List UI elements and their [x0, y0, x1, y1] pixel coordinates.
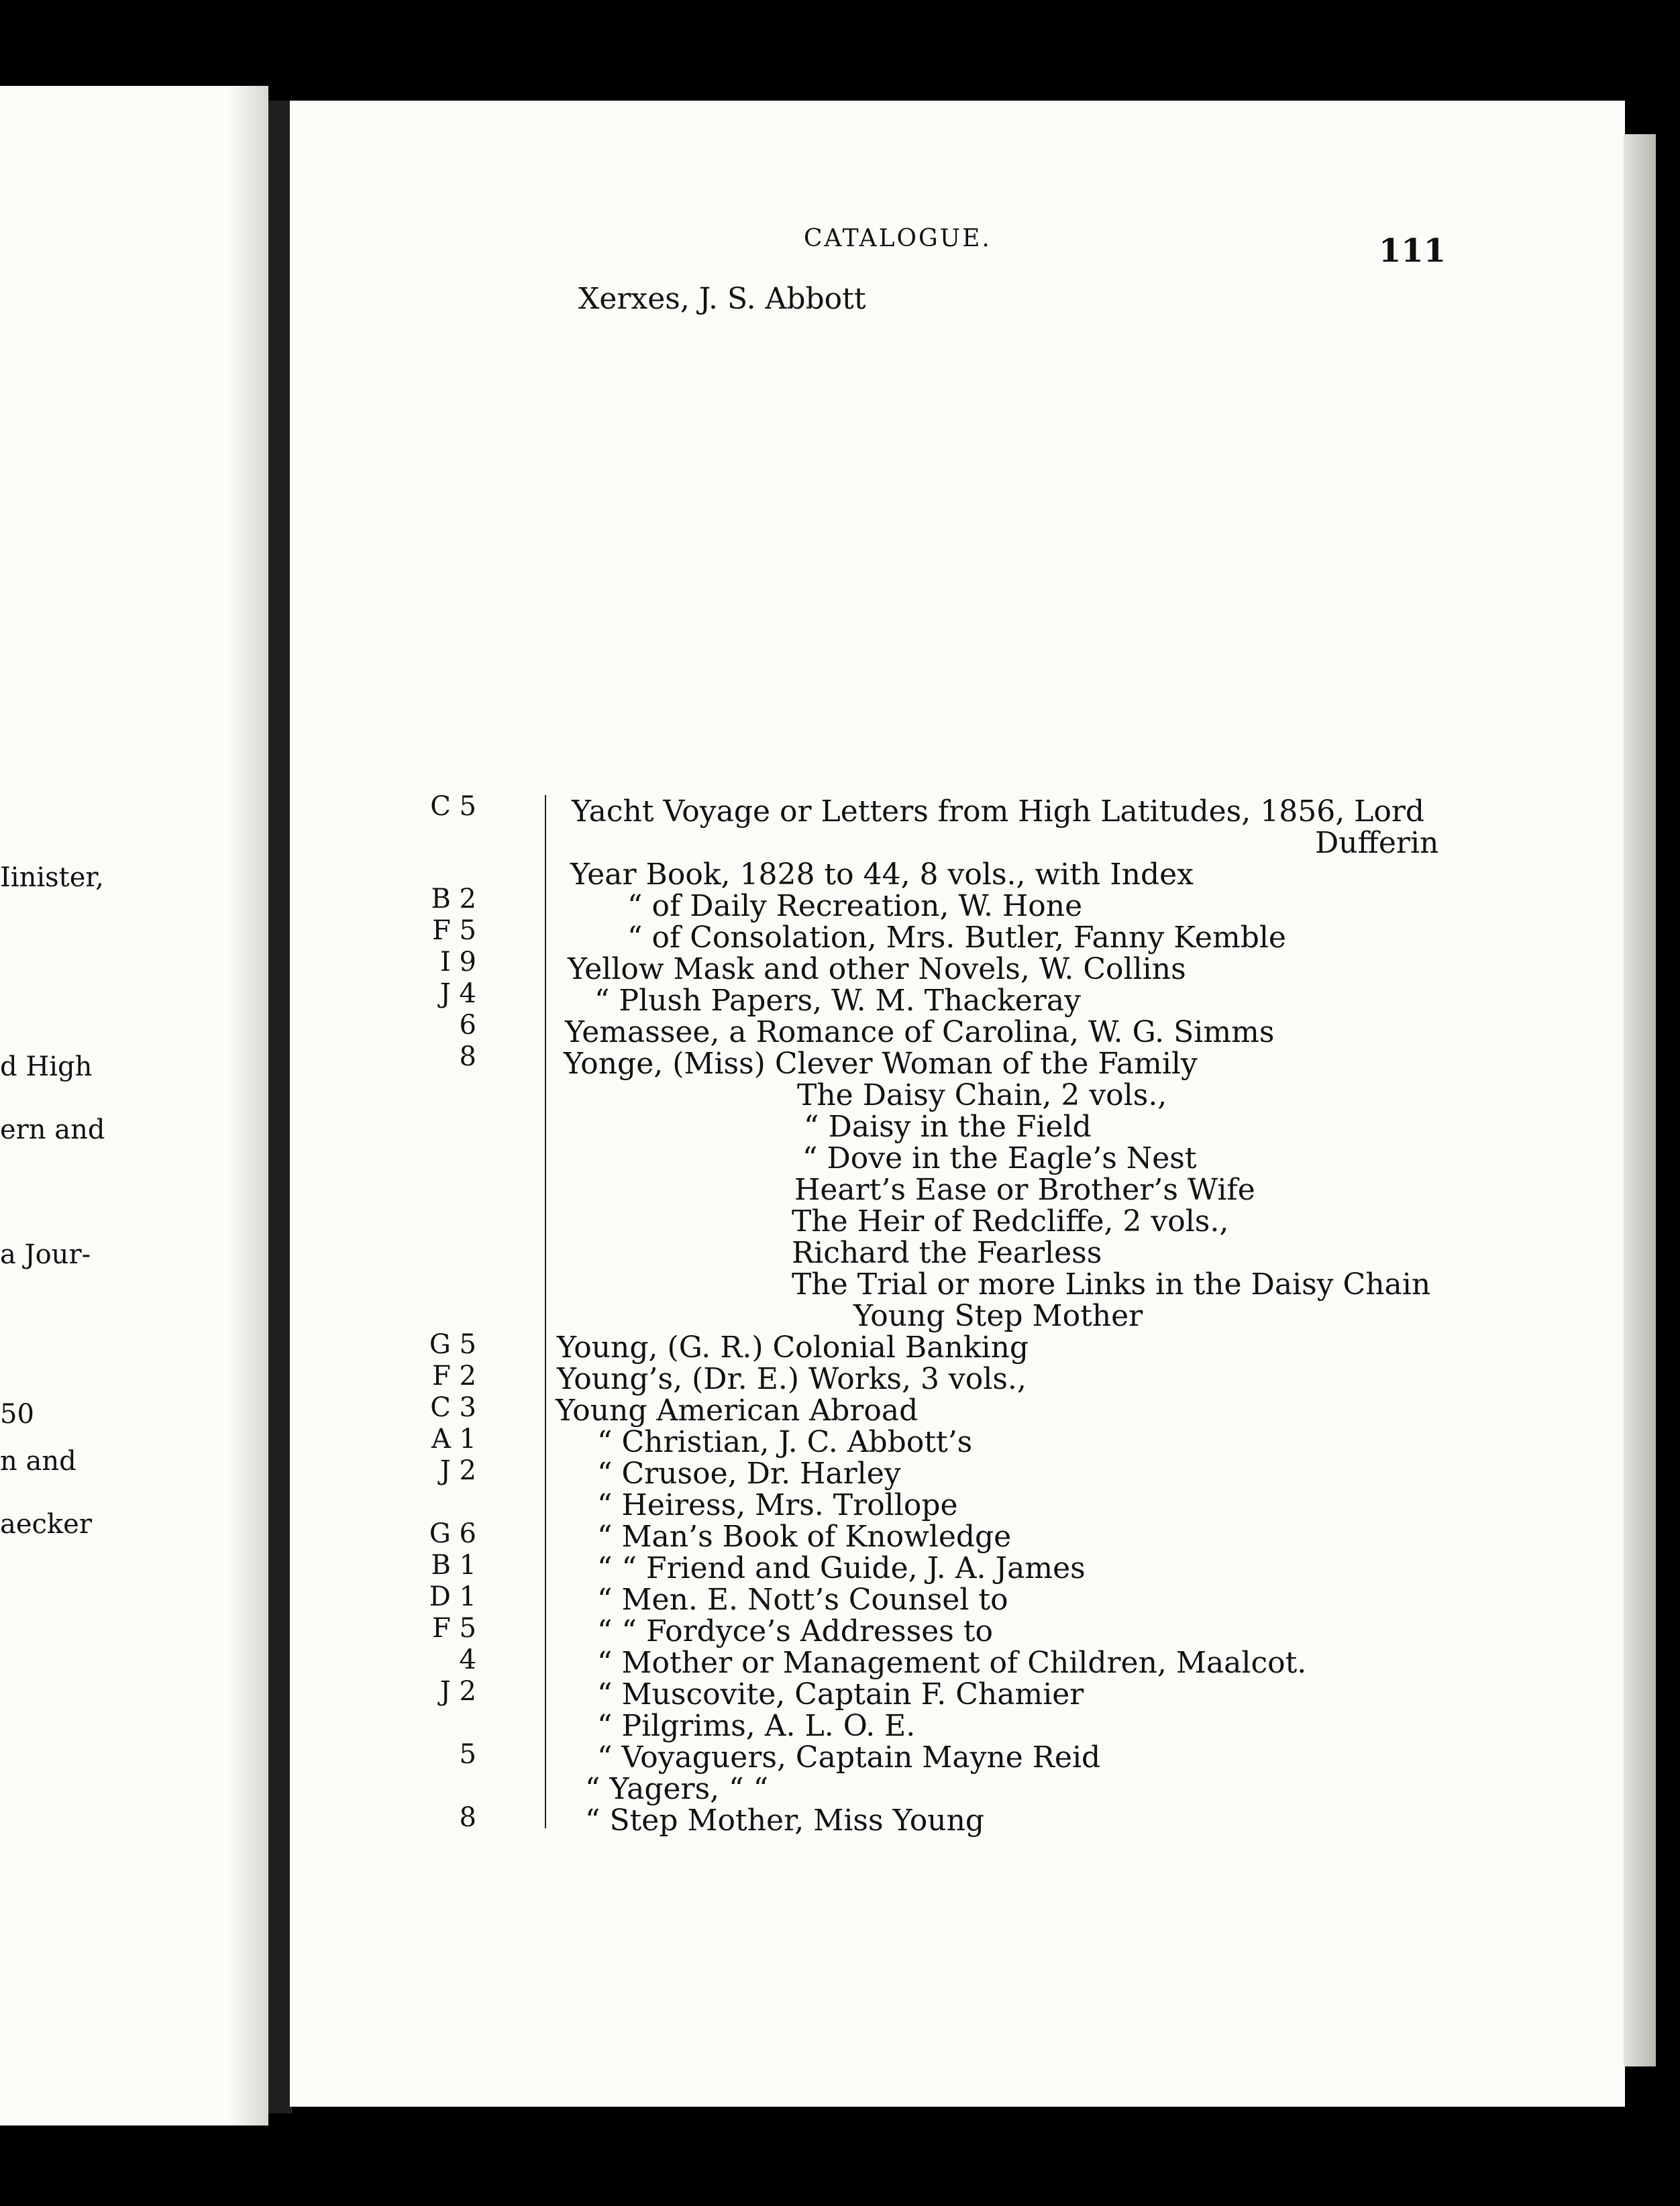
catalogue-entry: Year Book, 1828 to 44, 8 vols., with Index: [570, 857, 1194, 892]
shelf-mark: B 1: [431, 1550, 476, 1581]
catalogue-entry: “ Step Mother, Miss Young: [585, 1803, 985, 1838]
left-page-text-fragment: Iinister,: [0, 862, 104, 893]
shelf-mark: F 5: [432, 1613, 476, 1644]
left-page-text-fragment: 50: [0, 1399, 34, 1430]
shelf-mark: G 5: [429, 1329, 476, 1360]
catalogue-entry: Yonge, (Miss) Clever Woman of the Family: [564, 1047, 1198, 1081]
shelf-mark: F 2: [432, 1361, 476, 1391]
catalogue-entry: Young American Abroad: [556, 1394, 918, 1428]
catalogue-entry: “ Pilgrims, A. L. O. E.: [597, 1709, 916, 1743]
catalogue-entry: Young, (G. R.) Colonial Banking: [557, 1330, 1029, 1365]
catalogue-entry: “ Dove in the Eagle’s Nest: [802, 1141, 1197, 1175]
shelf-mark: J 4: [439, 978, 476, 1009]
catalogue-entry: The Trial or more Links in the Daisy Chain: [792, 1267, 1431, 1302]
shelf-mark: I 9: [440, 947, 476, 978]
catalogue-entry: “ Man’s Book of Knowledge: [597, 1520, 1012, 1554]
catalogue-entry: “ Yagers, “ “: [585, 1772, 769, 1806]
shelf-mark: F 5: [432, 915, 476, 946]
catalogue-entry: “ Heiress, Mrs. Trollope: [597, 1488, 958, 1522]
shelf-mark: J 2: [439, 1676, 476, 1707]
catalogue-entry: The Daisy Chain, 2 vols.,: [797, 1078, 1167, 1112]
shelf-mark-divider: [545, 795, 546, 1828]
shelf-mark: 4: [459, 1644, 476, 1675]
page-number: 111: [1379, 232, 1447, 270]
left-page-text-fragment: n and: [0, 1446, 76, 1477]
catalogue-entry: “ of Consolation, Mrs. Butler, Fanny Kemble: [627, 921, 1286, 955]
shelf-mark: 6: [459, 1010, 476, 1041]
catalogue-entry: “ Voyaguers, Captain Mayne Reid: [597, 1740, 1101, 1775]
catalogue-entry: “ Muscovite, Captain F. Chamier: [597, 1677, 1084, 1712]
left-page-binding-shadow: [228, 86, 268, 2125]
catalogue-entry: Richard the Fearless: [792, 1236, 1102, 1270]
catalogue-entry: “ Daisy in the Field: [804, 1110, 1092, 1144]
left-page-text-fragment: d High: [0, 1051, 93, 1082]
catalogue-entry: “ “ Friend and Guide, J. A. James: [597, 1551, 1086, 1585]
page-edge-stack: [1624, 134, 1656, 2066]
catalogue-entry: “ Mother or Management of Children, Maalcot.: [597, 1646, 1307, 1680]
shelf-mark: 5: [459, 1739, 476, 1770]
shelf-mark: G 6: [429, 1518, 476, 1549]
catalogue-entry: “ Crusoe, Dr. Harley: [597, 1457, 901, 1491]
catalogue-entry-xerxes: Xerxes, J. S. Abbott: [578, 282, 866, 316]
book-gutter: [268, 101, 293, 2113]
left-page-text-fragment: a Jour-: [0, 1239, 91, 1270]
shelf-mark: C 5: [430, 791, 476, 822]
catalogue-entry: Heart’s Ease or Brother’s Wife: [794, 1173, 1255, 1207]
catalogue-entry: “ “ Fordyce’s Addresses to: [597, 1614, 993, 1648]
catalogue-entry: Yemassee, a Romance of Carolina, W. G. Simms: [565, 1015, 1275, 1049]
shelf-mark: B 2: [431, 884, 476, 914]
catalogue-entry: Dufferin: [1315, 826, 1439, 860]
shelf-mark: J 2: [439, 1455, 476, 1486]
catalogue-entry: “ of Daily Recreation, W. Hone: [627, 889, 1083, 923]
catalogue-entry: Young Step Mother: [853, 1299, 1143, 1333]
catalogue-entry: “ Christian, J. C. Abbott’s: [597, 1425, 973, 1459]
shelf-mark: 8: [459, 1802, 476, 1833]
catalogue-entry: The Heir of Redcliffe, 2 vols.,: [792, 1204, 1229, 1239]
running-title: CATALOGUE.: [804, 225, 992, 252]
left-page-text-fragment: ern and: [0, 1114, 105, 1145]
catalogue-entry: “ Plush Papers, W. M. Thackeray: [594, 984, 1081, 1018]
shelf-mark: D 1: [429, 1581, 476, 1612]
shelf-mark: A 1: [431, 1424, 476, 1455]
catalogue-entry: Yacht Voyage or Letters from High Latitudes, 1856, Lord: [572, 794, 1425, 829]
catalogue-entry: Yellow Mask and other Novels, W. Collins: [568, 952, 1186, 986]
left-page: [0, 86, 265, 2125]
catalogue-entry: “ Men. E. Nott’s Counsel to: [597, 1583, 1008, 1617]
shelf-mark: C 3: [430, 1392, 476, 1423]
shelf-mark: 8: [459, 1041, 476, 1072]
left-page-text-fragment: aecker: [0, 1509, 92, 1540]
catalogue-entry: Young’s, (Dr. E.) Works, 3 vols.,: [557, 1362, 1027, 1396]
